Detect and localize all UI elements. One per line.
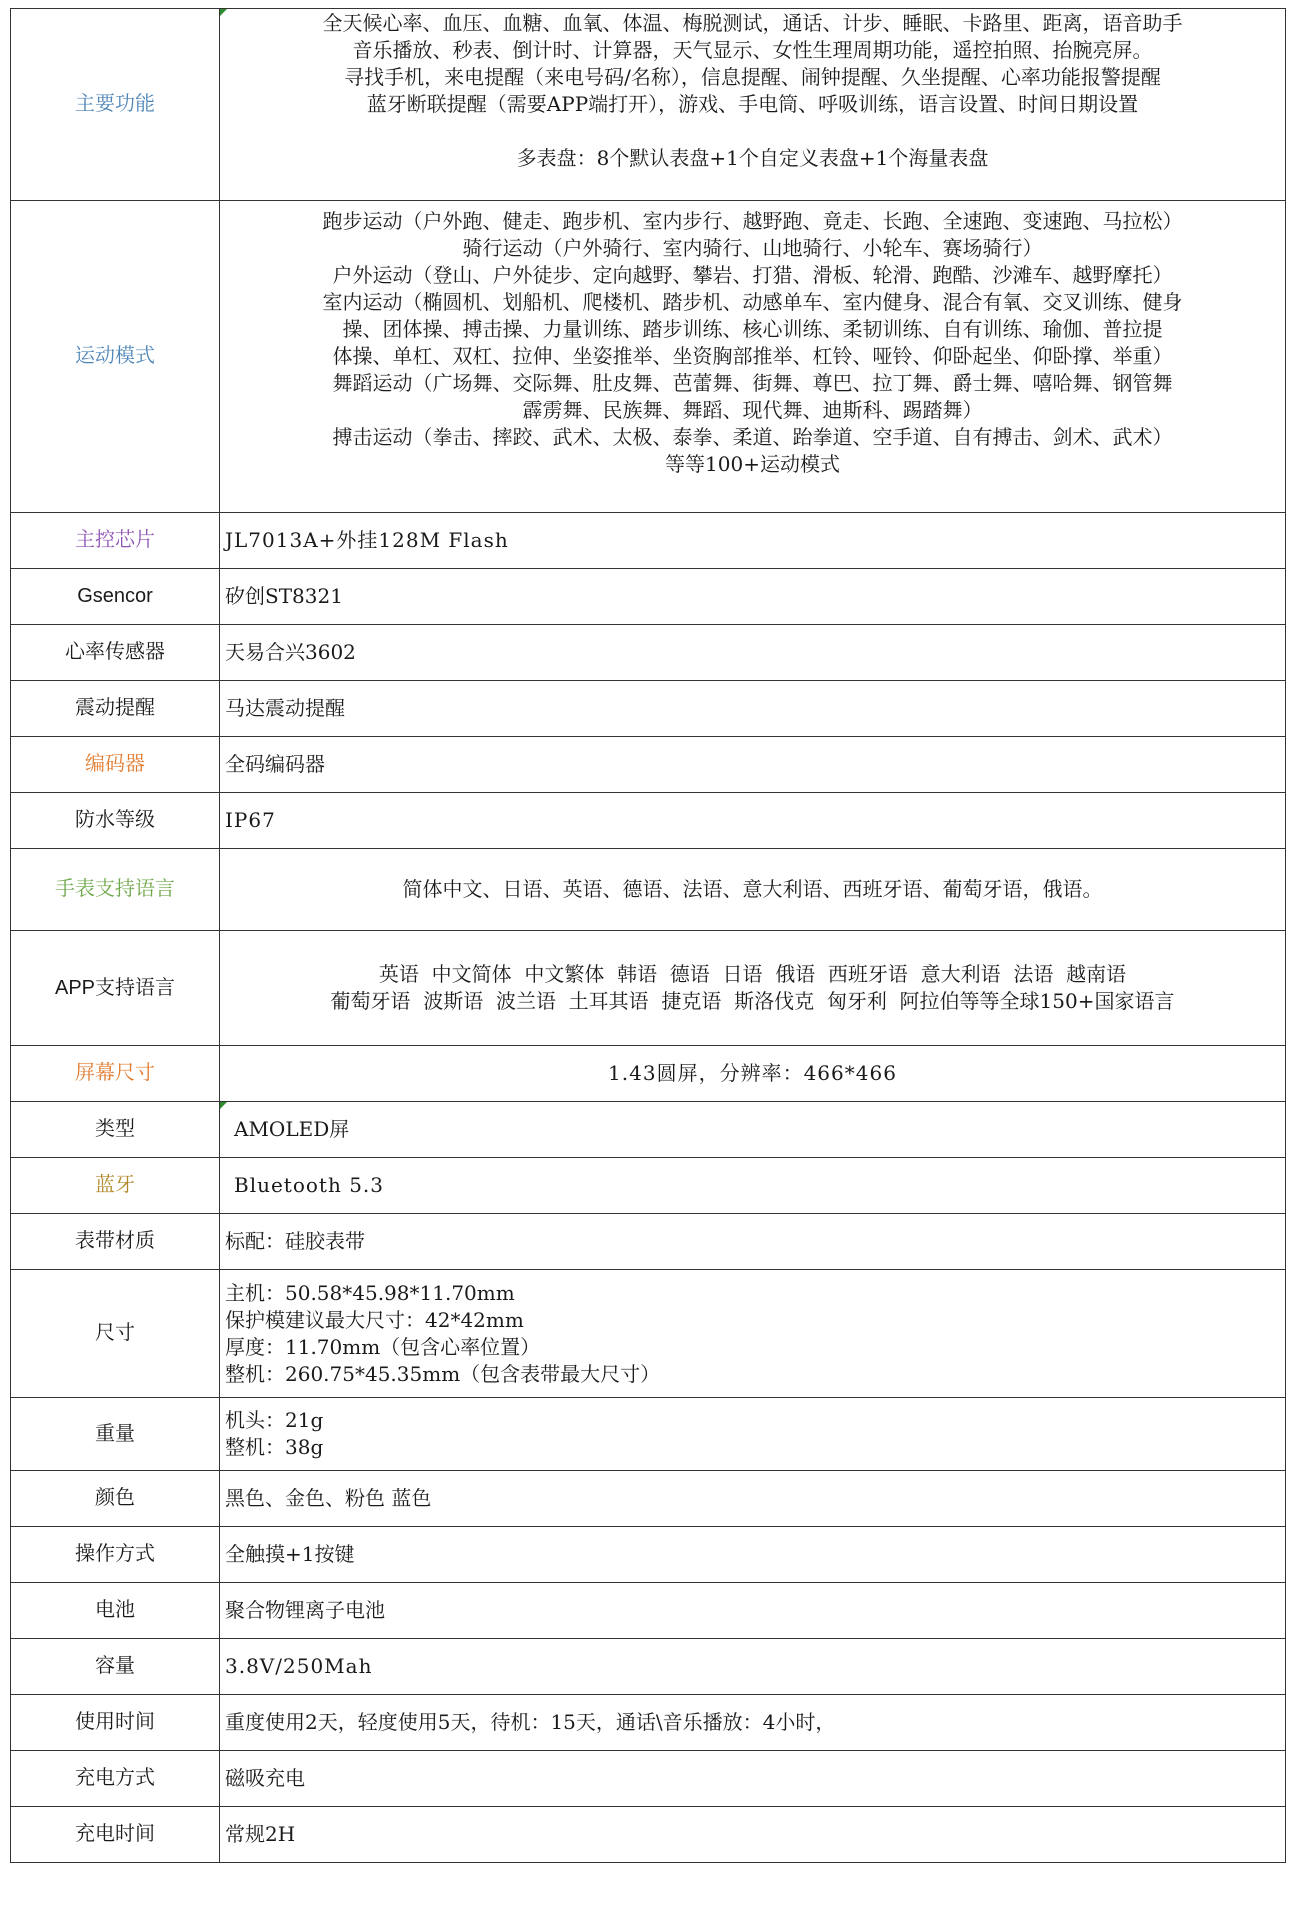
row-screen-type <box>11 1102 1286 1158</box>
charge-method-value: 磁吸充电 <box>220 1751 1286 1807</box>
row-watch-lang <box>11 849 1286 931</box>
sports-line-7: 舞蹈运动（广场舞、交际舞、肚皮舞、芭蕾舞、街舞、尊巴、拉丁舞、爵士舞、嘻哈舞、钢管舞 <box>332 371 1173 395</box>
row-hr-sensor <box>11 625 1286 681</box>
screen-size-label: 屏幕尺寸 <box>11 1046 220 1102</box>
sports-value <box>220 201 1286 513</box>
operation-value: 全触摸+1按键 <box>220 1527 1286 1583</box>
weight-value <box>220 1398 1286 1471</box>
battery-value: 聚合物锂离子电池 <box>220 1583 1286 1639</box>
dimensions-line-4: 整机：260.75*45.35mm（包含表带最大尺寸） <box>225 1361 661 1386</box>
row-app-lang <box>11 931 1286 1046</box>
usage-time-value: 重度使用2天，轻度使用5天，待机：15天，通话\音乐播放：4小时， <box>220 1695 1286 1751</box>
row-screen-size <box>11 1046 1286 1102</box>
row-waterproof <box>11 793 1286 849</box>
row-encoder <box>11 737 1286 793</box>
dimensions-label: 尺寸 <box>11 1270 220 1398</box>
hr-sensor-label: 心率传感器 <box>11 625 220 681</box>
row-sports <box>11 201 1286 513</box>
row-charge-method <box>11 1751 1286 1807</box>
colors-label: 颜色 <box>11 1471 220 1527</box>
app-lang-value <box>220 931 1286 1046</box>
features-spacer <box>220 118 1285 145</box>
row-usage-time <box>11 1695 1286 1751</box>
row-bluetooth <box>11 1158 1286 1214</box>
sports-line-6: 体操、单杠、双杠、拉伸、坐姿推举、坐资胸部推举、杠铃、哑铃、仰卧起坐、仰卧撑、举重） <box>332 344 1173 368</box>
encoder-value: 全码编码器 <box>220 737 1286 793</box>
sports-spacer-bottom <box>220 478 1285 505</box>
chip-label: 主控芯片 <box>11 513 220 569</box>
weight-line-2: 整机：38g <box>225 1435 324 1459</box>
features-value <box>220 9 1286 201</box>
sports-line-2: 骑行运动（户外骑行、室内骑行、山地骑行、小轮车、赛场骑行） <box>462 236 1043 260</box>
vibration-value: 马达震动提醒 <box>220 681 1286 737</box>
row-operation <box>11 1527 1286 1583</box>
dimensions-line-3: 厚度：11.70mm（包含心率位置） <box>225 1334 541 1359</box>
features-label: 主要功能 <box>11 9 220 201</box>
row-gsensor <box>11 569 1286 625</box>
sports-label: 运动模式 <box>11 201 220 513</box>
features-line-3: 寻找手机，来电提醒（来电号码/名称），信息提醒、闹钟提醒、久坐提醒、心率功能报警提醒 <box>344 65 1161 89</box>
capacity-value: 3.8V/250Mah <box>220 1639 1286 1695</box>
dimensions-line-2: 保护模建议最大尺寸：42*42mm <box>225 1307 524 1332</box>
row-vibration <box>11 681 1286 737</box>
row-dimensions <box>11 1270 1286 1398</box>
charge-time-label: 充电时间 <box>11 1807 220 1863</box>
hr-sensor-value: 天易合兴3602 <box>220 625 1286 681</box>
gsensor-label: Gsencor <box>11 569 220 625</box>
screen-type-value <box>220 1102 1286 1158</box>
row-features <box>11 9 1286 201</box>
colors-value: 黑色、金色、粉色 蓝色 <box>220 1471 1286 1527</box>
sports-line-3: 户外运动（登山、户外徒步、定向越野、攀岩、打猎、滑板、轮滑、跑酷、沙滩车、越野摩托） <box>332 263 1173 287</box>
sports-line-5: 操、团体操、搏击操、力量训练、踏步训练、核心训练、柔韧训练、自有训练、瑜伽、普拉提 <box>342 317 1163 341</box>
cell-comment-marker <box>220 9 227 16</box>
spec-table <box>10 8 1286 1863</box>
gsensor-value: 矽创ST8321 <box>220 569 1286 625</box>
watch-lang-label: 手表支持语言 <box>11 849 220 931</box>
row-weight <box>11 1398 1286 1471</box>
weight-line-1: 机头：21g <box>225 1408 324 1432</box>
dimensions-value <box>220 1270 1286 1398</box>
features-line-1: 全天候心率、血压、血糖、血氧、体温、梅脱测试，通话、计步、睡眠、卡路里、距离，语音助手 <box>322 11 1183 35</box>
sports-line-10: 等等100+运动模式 <box>665 452 840 476</box>
chip-value: JL7013A+外挂128M Flash <box>220 513 1286 569</box>
features-line-2: 音乐播放、秒表、倒计时、计算器，天气显示、女性生理周期功能，遥控拍照、抬腕亮屏。 <box>352 38 1153 62</box>
dimensions-line-1: 主机：50.58*45.98*11.70mm <box>225 1280 515 1305</box>
row-capacity <box>11 1639 1286 1695</box>
sports-line-1: 跑步运动（户外跑、健走、跑步机、室内步行、越野跑、竟走、长跑、全速跑、变速跑、马拉松） <box>322 209 1183 233</box>
features-line-4: 蓝牙断联提醒（需要APP端打开），游戏、手电筒、呼吸训练，语言设置、时间日期设置 <box>366 92 1139 116</box>
charge-method-label: 充电方式 <box>11 1751 220 1807</box>
capacity-label: 容量 <box>11 1639 220 1695</box>
watch-lang-value: 简体中文、日语、英语、德语、法语、意大利语、西班牙语、葡萄牙语，俄语。 <box>220 849 1286 931</box>
vibration-label: 震动提醒 <box>11 681 220 737</box>
charge-time-value: 常规2H <box>220 1807 1286 1863</box>
bluetooth-value: Bluetooth 5.3 <box>220 1158 1286 1214</box>
usage-time-label: 使用时间 <box>11 1695 220 1751</box>
app-lang-line-2: 葡萄牙语 波斯语 波兰语 土耳其语 捷克语 斯洛伐克 匈牙利 阿拉伯等等全球150+国家语言 <box>330 989 1175 1013</box>
operation-label: 操作方式 <box>11 1527 220 1583</box>
encoder-label: 编码器 <box>11 737 220 793</box>
row-chip <box>11 513 1286 569</box>
row-strap <box>11 1214 1286 1270</box>
row-battery <box>11 1583 1286 1639</box>
cell-comment-marker <box>220 1102 227 1109</box>
row-colors <box>11 1471 1286 1527</box>
app-lang-line-1: 英语 中文简体 中文繁体 韩语 德语 日语 俄语 西班牙语 意大利语 法语 越南语 <box>378 962 1127 986</box>
strap-label: 表带材质 <box>11 1214 220 1270</box>
row-charge-time <box>11 1807 1286 1863</box>
screen-size-value: 1.43圆屏，分辨率：466*466 <box>220 1046 1286 1102</box>
battery-label: 电池 <box>11 1583 220 1639</box>
sports-line-8: 霹雳舞、民族舞、舞蹈、现代舞、迪斯科、踢踏舞） <box>522 398 983 422</box>
app-lang-label: APP支持语言 <box>11 931 220 1046</box>
sports-line-4: 室内运动（椭圆机、划船机、爬楼机、踏步机、动感单车、室内健身、混合有氧、交叉训练、健身 <box>322 290 1183 314</box>
features-line-5: 多表盘：8个默认表盘+1个自定义表盘+1个海量表盘 <box>516 146 989 170</box>
bluetooth-label: 蓝牙 <box>11 1158 220 1214</box>
features-spacer-bottom <box>220 172 1285 199</box>
weight-label: 重量 <box>11 1398 220 1471</box>
screen-type-text: AMOLED屏 <box>234 1117 350 1141</box>
strap-value: 标配：硅胶表带 <box>220 1214 1286 1270</box>
screen-type-label: 类型 <box>11 1102 220 1158</box>
sports-line-9: 搏击运动（拳击、摔跤、武术、太极、泰拳、柔道、跆拳道、空手道、自有搏击、剑术、武术） <box>332 425 1173 449</box>
waterproof-label: 防水等级 <box>11 793 220 849</box>
waterproof-value: IP67 <box>220 793 1286 849</box>
